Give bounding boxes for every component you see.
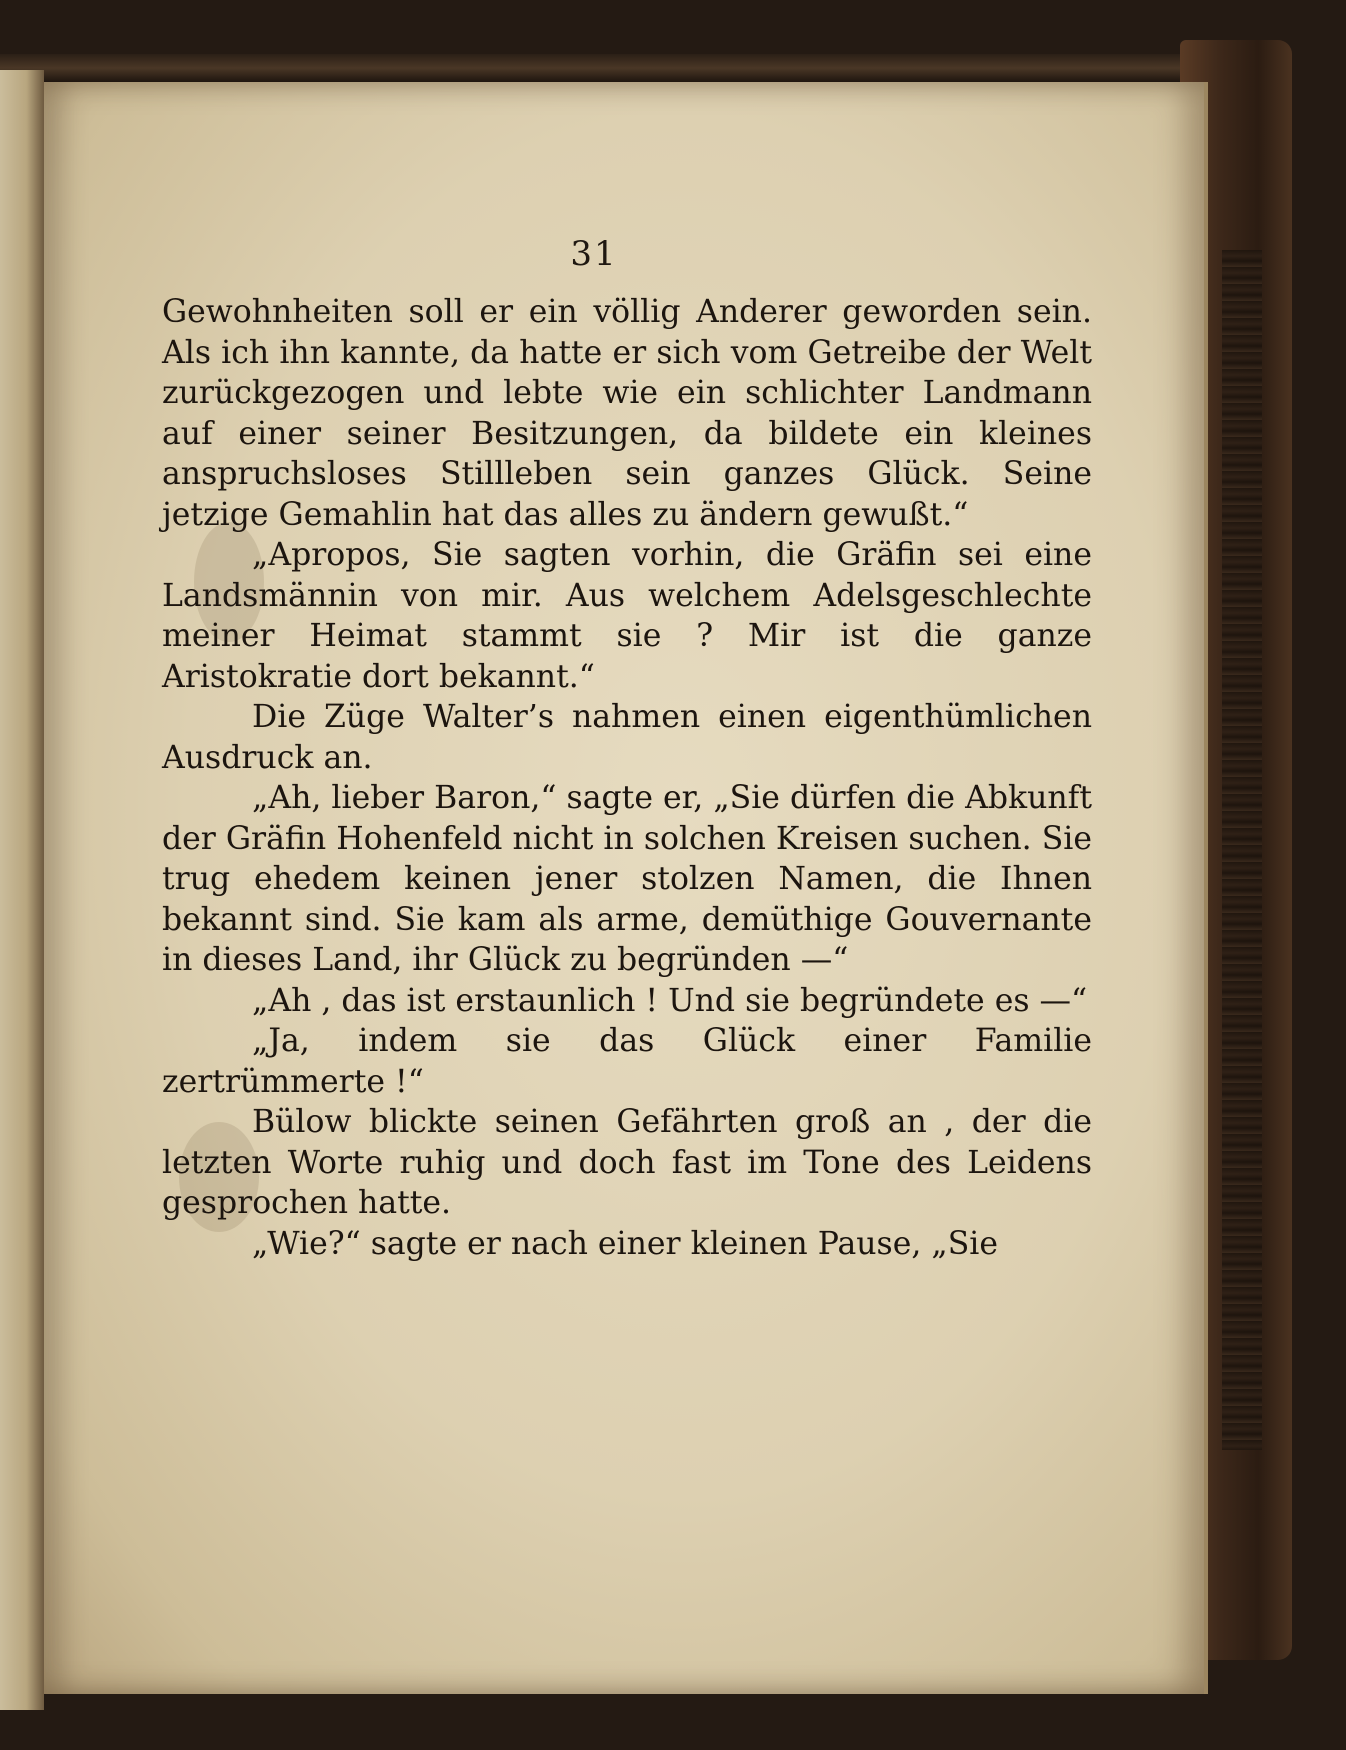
paragraph: „Ja, indem sie das Glück einer Familie zertrümmerte !“ [162, 1023, 1092, 1100]
paragraph: Gewohnheiten soll er ein völlig Anderer geworden sein. Als ich ihn kannte, da hatte er sich vom Getreibe der Welt zurückgezogen und lebte wie ein schlichter Landmann auf einer seiner Besitzungen, da bildete ein kleines anspruchsloses Stillleben sein ganzes Glück. Seine jetzige Gemahlin hat das alles zu ändern gewußt.“ [162, 294, 1092, 533]
body-text [162, 292, 1092, 1264]
paragraph: „Wie?“ sagte er nach einer kleinen Pause, „Sie [252, 1225, 999, 1262]
paragraph: „Ah, lieber Baron,“ sagte er, „Sie dürfen die Abkunft der Gräfin Hohenfeld nicht in solchen Kreisen suchen. Sie trug ehedem keinen jener stolzen Namen, die Ihnen bekannt sind. Sie kam als arme, demüthige Gouvernante in dieses Land, ihr Glück zu begründen —“ [162, 780, 1092, 978]
page-number: 31 [570, 234, 618, 274]
paragraph: „Apropos, Sie sagten vorhin, die Gräfin sei eine Landsmännin von mir. Aus welchem Adelsgeschlechte meiner Heimat stammt sie ? Mir ist die ganze Aristokratie dort bekannt.“ [162, 537, 1092, 695]
facing-page-strip [0, 70, 44, 1710]
page-stack-edge [0, 54, 1240, 82]
paragraph: Die Züge Walter’s nahmen einen eigenthümlichen Ausdruck an. [162, 699, 1092, 776]
paragraph: Bülow blickte seinen Gefährten groß an , der die letzten Worte ruhig und doch fast im Tone des Leidens gesprochen hatte. [162, 1104, 1092, 1221]
book-page [44, 82, 1208, 1694]
cover-worn-edge [1222, 250, 1262, 1450]
paragraph: „Ah , das ist erstaunlich ! Und sie begründete es —“ [252, 982, 1088, 1019]
